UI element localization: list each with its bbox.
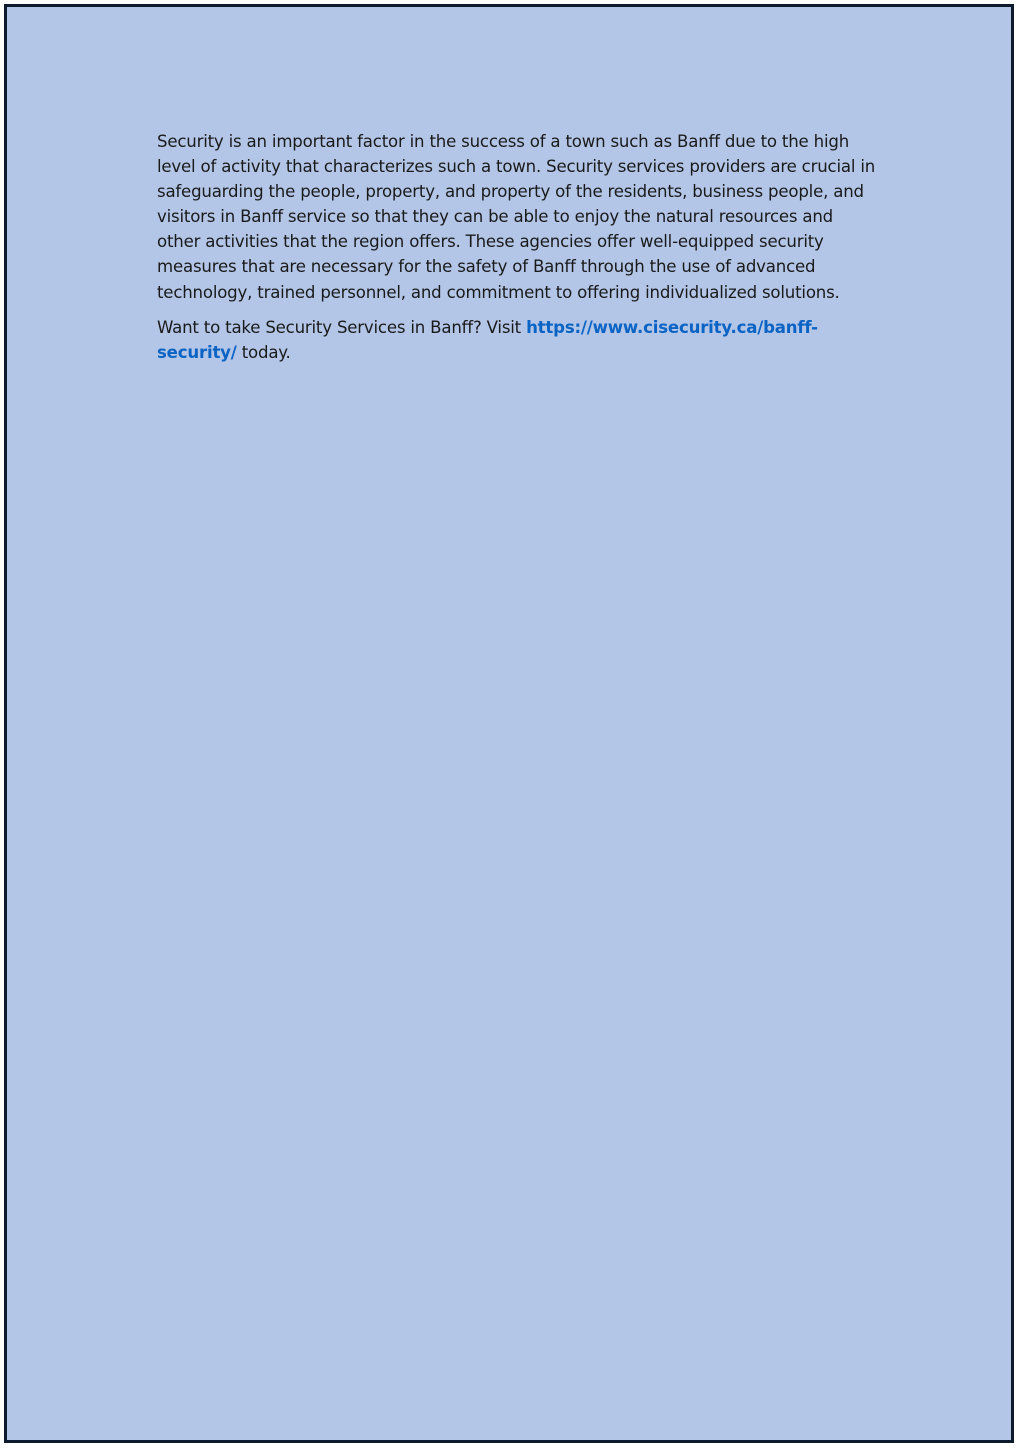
document-body	[157, 129, 879, 365]
cta-suffix-text: today.	[236, 342, 291, 362]
intro-paragraph: Security is an important factor in the success of a town such as Banff due to the high level of activity that characterizes such a town. Security services providers are crucial in safeguarding the people, property, and property of the residents, business people, and visitors in Banff service so that they can be able to enjoy the natural resources and other activities that the region offers. These agencies offer well-equipped security measures that are necessary for the safety of Banff through the use of advanced technology, trained personnel, and commitment to offering individualized solutions.	[157, 132, 876, 302]
cta-prefix-text: Want to take Security Services in Banff? Visit	[157, 317, 527, 337]
call-to-action-paragraph	[157, 315, 879, 365]
banff-security-link[interactable]: https://www.cisecurity.ca/banff-security/	[157, 317, 818, 362]
document-page	[4, 4, 1014, 1443]
